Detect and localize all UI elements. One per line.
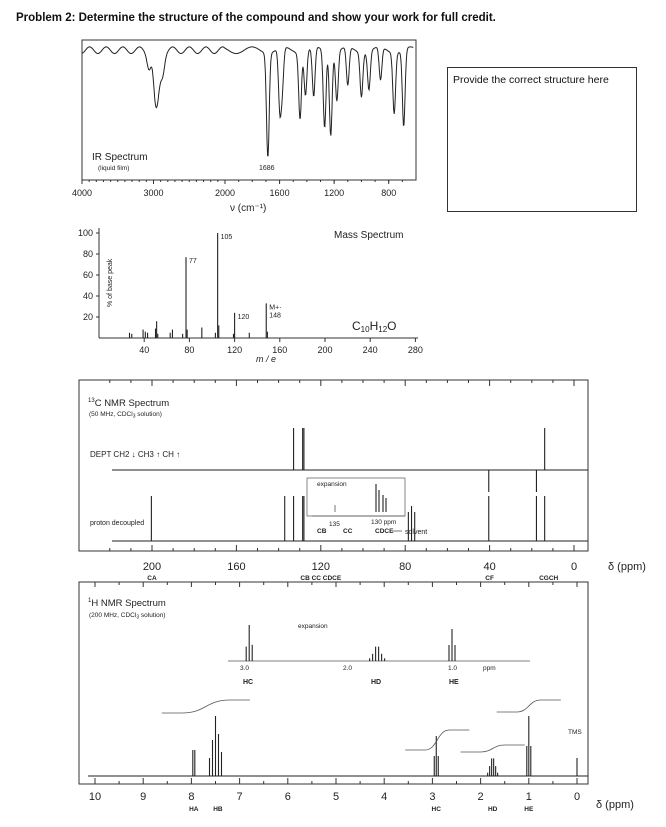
h1-nmr-panel (79, 582, 634, 813)
h1-integrals (162, 700, 561, 752)
c13-dept-label: DEPT CH2 ↓ CH3 ↑ CH ↑ (90, 450, 181, 459)
h1-peaks (193, 716, 577, 776)
c13-assignment: CF (485, 575, 494, 582)
h1-tick-label: 7 (236, 791, 243, 803)
ms-x-tick-label: 280 (407, 345, 423, 355)
c13-exp-tick-130: 130 ppm (371, 519, 397, 526)
h1-exp-label-he: HE (449, 679, 459, 686)
h1-expansion-inset (228, 623, 530, 686)
ms-x-ticks (139, 338, 423, 355)
ms-peak-annotation: 105 (220, 234, 233, 241)
ms-peaks (130, 233, 282, 338)
c13-assignment: CB CC CDCE (300, 575, 342, 582)
h1-assignment: HB (213, 806, 223, 813)
ms-peak-annotation-sub: 148 (269, 312, 281, 320)
c13-subtitle: (50 MHz, CDCl$_3$ solution) (89, 411, 162, 420)
c13-decoupled-label: proton decoupled (90, 520, 145, 527)
h1-title: $^1$H NMR Spectrum (88, 598, 166, 609)
answer-box-label: Provide the correct structure here (453, 74, 609, 86)
ms-ylabel: % of base peak (107, 258, 114, 307)
c13-tick-label: 160 (227, 561, 246, 573)
c13-exp-label-cb: CB (317, 528, 327, 535)
ms-y-tick-label: 100 (77, 228, 93, 238)
h1-expansion-peaks (246, 625, 455, 661)
h1-tick-label: 8 (188, 791, 195, 803)
h1-bottom-ticks (89, 778, 580, 803)
h1-tick-label: 4 (381, 791, 388, 803)
h1-exp-label-hd: HD (371, 679, 382, 686)
h1-exp-tick-1: 1.0 (448, 665, 458, 672)
ir-tick-label: 1200 (324, 188, 345, 198)
ir-spectrum-panel (72, 40, 416, 214)
c13-bottom-ticks (110, 545, 577, 573)
h1-assignments (189, 806, 534, 813)
h1-exp-tick-2: 2.0 (343, 665, 353, 672)
h1-tick-label: 6 (284, 791, 291, 803)
h1-tick-label: 10 (88, 791, 102, 803)
ms-x-tick-label: 40 (139, 345, 150, 355)
c13-tick-label: 200 (142, 561, 162, 573)
c13-tick-label: 0 (570, 561, 578, 573)
c13-title: $^{13}$C NMR Spectrum (88, 398, 170, 409)
ms-x-tick-label: 80 (184, 345, 195, 355)
ms-y-tick-label: 80 (82, 249, 93, 259)
ir-tick-label: 2000 (214, 188, 236, 198)
c13-assignment: CGCH (539, 575, 559, 582)
ms-y-tick-label: 60 (82, 270, 93, 280)
ir-axis-ticks (72, 180, 402, 198)
ms-peak-annotation: 77 (189, 258, 197, 266)
c13-solvent-label: solvent (405, 529, 428, 536)
h1-tick-label: 3 (429, 791, 436, 803)
c13-exp-tick-135: 135 (329, 521, 340, 528)
ms-x-tick-label: 120 (227, 345, 243, 355)
ms-y-tick-label: 20 (82, 312, 93, 322)
h1-tick-label: 0 (573, 791, 581, 803)
h1-tick-label: 2 (477, 791, 484, 803)
ms-x-tick-label: 240 (362, 345, 378, 355)
c13-assignments (147, 575, 558, 582)
ir-xlabel: ν (cm⁻¹) (230, 203, 267, 214)
c13-top-ticks (110, 380, 574, 386)
ms-formula: C10H12O (352, 319, 397, 334)
ir-trace (82, 47, 413, 156)
problem-title: Problem 2: Determine the structure of the compound and show your work for full credit. (16, 12, 496, 24)
c13-tick-label: 120 (311, 561, 330, 573)
c13-expansion-label: expansion (317, 481, 347, 488)
c13-exp-label-cc: CC (343, 528, 353, 535)
h1-integral-curve (497, 700, 561, 712)
c13-xlabel: δ (ppm) (608, 561, 646, 573)
ir-annotation-1686: 1686 (259, 165, 275, 172)
ir-subtitle: (liquid film) (98, 165, 130, 172)
h1-tms-label: TMS (568, 729, 582, 736)
h1-integral-curve (162, 700, 250, 713)
h1-exp-label-hc: HC (243, 679, 254, 686)
ir-tick-label: 4000 (71, 188, 93, 198)
h1-assignment: HE (524, 806, 534, 813)
h1-integral-curve (461, 745, 525, 752)
ms-x-tick-label: 160 (272, 345, 288, 355)
h1-subtitle: (200 MHz, CDCl$_3$ solution) (89, 612, 166, 621)
ms-title: Mass Spectrum (334, 230, 404, 241)
ms-y-ticks (78, 228, 99, 322)
ms-peak-annotation: M+· (269, 304, 282, 312)
ms-peak-annotation: 120 (237, 313, 250, 321)
c13-tick-label: 40 (483, 561, 496, 573)
h1-integral-curve (405, 730, 469, 750)
h1-assignment: HA (189, 806, 199, 813)
h1-tick-label: 9 (140, 791, 147, 803)
ms-x-tick-label: 200 (317, 345, 333, 355)
h1-assignment: HD (487, 806, 498, 813)
c13-assignment: CA (147, 575, 157, 582)
ms-xlabel: m / e (256, 354, 277, 364)
h1-assignment: HC (431, 806, 441, 813)
c13-tick-label: 80 (399, 561, 412, 573)
ir-title: IR Spectrum (92, 152, 148, 163)
h1-tick-label: 5 (332, 791, 340, 803)
c13-expansion-inset (307, 478, 427, 536)
ir-tick-label: 3000 (143, 188, 164, 198)
h1-exp-tick-ppm: ppm (483, 665, 496, 672)
ir-tick-label: 1600 (269, 188, 290, 198)
h1-top-ticks (95, 582, 577, 587)
mass-spectrum-panel (78, 228, 423, 364)
ir-tick-label: 800 (381, 188, 397, 198)
h1-expansion-label: expansion (298, 623, 328, 630)
c13-exp-label-cdce: CDCE (375, 528, 394, 535)
ms-y-tick-label: 40 (82, 291, 93, 301)
h1-xlabel: δ (ppm) (596, 799, 634, 811)
c13-nmr-panel (79, 380, 646, 582)
h1-exp-tick-3: 3.0 (240, 665, 250, 672)
h1-tick-label: 1 (525, 791, 532, 803)
